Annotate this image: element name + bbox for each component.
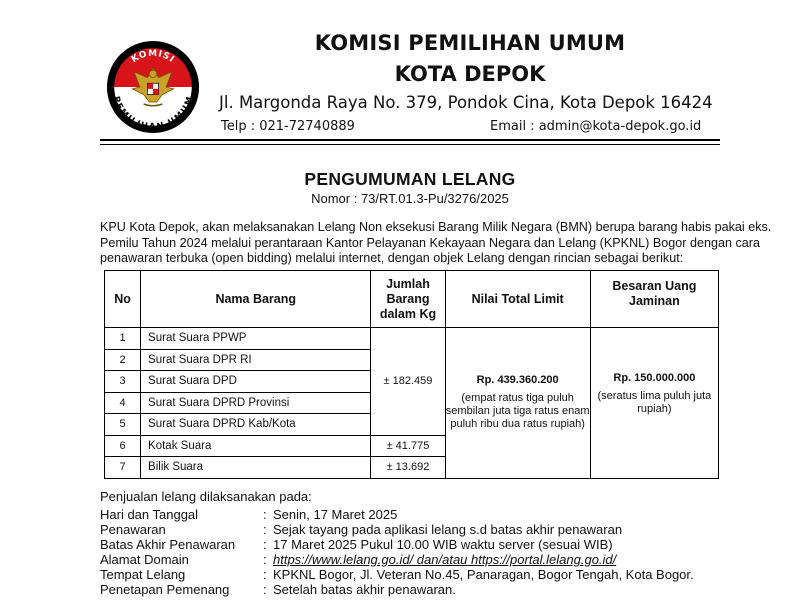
detail-label: Batas Akhir Penawaran xyxy=(100,537,236,552)
header-nama: Nama Barang xyxy=(141,271,371,328)
detail-penetapan-pemenang xyxy=(100,582,740,597)
detail-value: Setelah batas akhir penawaran. xyxy=(273,582,456,597)
detail-label: Hari dan Tanggal xyxy=(100,507,199,522)
detail-hari-tanggal xyxy=(100,507,740,522)
org-address: Jl. Margonda Raya No. 379, Pondok Cina, Kota Depok 16424 xyxy=(219,93,713,112)
detail-colon: : xyxy=(263,567,267,582)
jaminan-amount: Rp. 150.000.000 xyxy=(613,371,696,384)
auction-items-table xyxy=(104,270,719,479)
detail-penawaran xyxy=(100,522,740,537)
detail-value: Senin, 17 Maret 2025 xyxy=(273,507,398,522)
detail-colon: : xyxy=(263,582,267,597)
row-no: 5 xyxy=(105,414,141,436)
header-no: No xyxy=(105,271,141,328)
detail-alamat-domain xyxy=(100,552,740,567)
detail-colon: : xyxy=(263,537,267,552)
nilai-amount: Rp. 439.360.200 xyxy=(476,374,559,387)
detail-colon: : xyxy=(263,552,267,567)
qty-surat-suara: ± 182.459 xyxy=(371,328,445,436)
row-no: 6 xyxy=(105,435,141,457)
logo-text-top: KOMISI xyxy=(129,48,177,66)
domain-link[interactable]: https://www.lelang.go.id/ dan/atau https://portal.lelang.go.id/ xyxy=(273,552,617,567)
letterhead-rule-thin xyxy=(100,144,720,145)
row-nama: Surat Suara DPRD Kab/Kota xyxy=(141,414,371,436)
kpu-logo xyxy=(106,40,200,134)
intro-paragraph xyxy=(100,220,772,267)
header-jaminan-line: Besaran Uang xyxy=(612,279,697,293)
row-nama: Surat Suara DPRD Provinsi xyxy=(141,392,371,414)
header-nilai: Nilai Total Limit xyxy=(445,271,590,328)
org-email: Email : admin@kota-depok.go.id xyxy=(490,119,702,134)
detail-colon: : xyxy=(263,507,267,522)
detail-value: Sejak tayang pada aplikasi lelang s.d batas akhir penawaran xyxy=(273,522,623,537)
row-nama: Bilik Suara xyxy=(141,457,371,479)
qty-bilik-suara: ± 13.692 xyxy=(371,457,445,479)
header-jumlah-line: Jumlah xyxy=(386,276,430,291)
org-phone: Telp : 021-72740889 xyxy=(221,119,355,134)
detail-tempat-lelang xyxy=(100,567,740,582)
header-jumlah-line: Barang xyxy=(386,291,430,306)
org-city: KOTA DEPOK xyxy=(394,62,546,86)
qty-kotak-suara: ± 41.775 xyxy=(371,435,445,457)
intro-line: penawaran terbuka (open bidding) melalui internet, dengan objek Lelang dengan rincian sebagai berikut: xyxy=(100,251,684,265)
detail-label: Penawaran xyxy=(100,522,166,537)
table-header-row xyxy=(105,271,719,328)
header-jumlah-line: dalam Kg xyxy=(379,306,437,321)
announcement-title: PENGUMUMAN LELANG xyxy=(304,169,516,189)
header-jaminan xyxy=(590,271,718,328)
detail-batas-akhir xyxy=(100,537,740,552)
row-no: 4 xyxy=(105,392,141,414)
sale-intro: Penjualan lelang dilaksanakan pada: xyxy=(100,489,312,504)
row-no: 7 xyxy=(105,457,141,479)
logo-text-bottom: PEMILIHAN UMUM xyxy=(111,95,195,132)
announcement-number: Nomor : 73/RT.01.3-Pu/3276/2025 xyxy=(311,191,509,206)
row-nama: Surat Suara DPR RI xyxy=(141,349,371,371)
row-nama: Surat Suara DPD xyxy=(141,371,371,393)
header-jumlah xyxy=(371,271,445,328)
org-name: KOMISI PEMILIHAN UMUM xyxy=(314,31,626,55)
row-nama: Kotak Suara xyxy=(141,435,371,457)
jaminan-words: (seratus lima puluh juta rupiah) xyxy=(597,389,712,415)
detail-colon: : xyxy=(263,522,267,537)
table-row xyxy=(105,328,719,350)
detail-label: Tempat Lelang xyxy=(100,567,186,582)
row-nama: Surat Suara PPWP xyxy=(141,328,371,350)
row-no: 2 xyxy=(105,349,141,371)
intro-line: KPU Kota Depok, akan melaksanakan Lelang Non eksekusi Barang Milik Negara (BMN) berupa barang habis pakai eks. xyxy=(100,220,772,234)
header-jaminan-line: Jaminan xyxy=(629,294,680,308)
detail-value: KPKNL Bogor, Jl. Veteran No.45, Panaragan, Bogor Tengah, Kota Bogor. xyxy=(273,567,694,582)
row-no: 3 xyxy=(105,371,141,393)
detail-value: 17 Maret 2025 Pukul 10.00 WIB waktu server (sesuai WIB) xyxy=(273,537,613,552)
detail-label: Penetapan Pemenang xyxy=(100,582,230,597)
detail-label: Alamat Domain xyxy=(100,552,189,567)
row-no: 1 xyxy=(105,328,141,350)
nilai-total-limit xyxy=(445,328,590,479)
uang-jaminan xyxy=(590,328,718,479)
letterhead-rule-thick xyxy=(100,139,720,141)
intro-line: Pemilu Tahun 2024 melalui perantaraan Kantor Pelayanan Kekayaan Negara dan Lelang (KPKNL) Bogor dengan cara xyxy=(100,235,760,250)
nilai-words: (empat ratus tiga puluh sembilan juta tiga ratus enam puluh ribu dua ratus rupiah) xyxy=(445,392,590,431)
